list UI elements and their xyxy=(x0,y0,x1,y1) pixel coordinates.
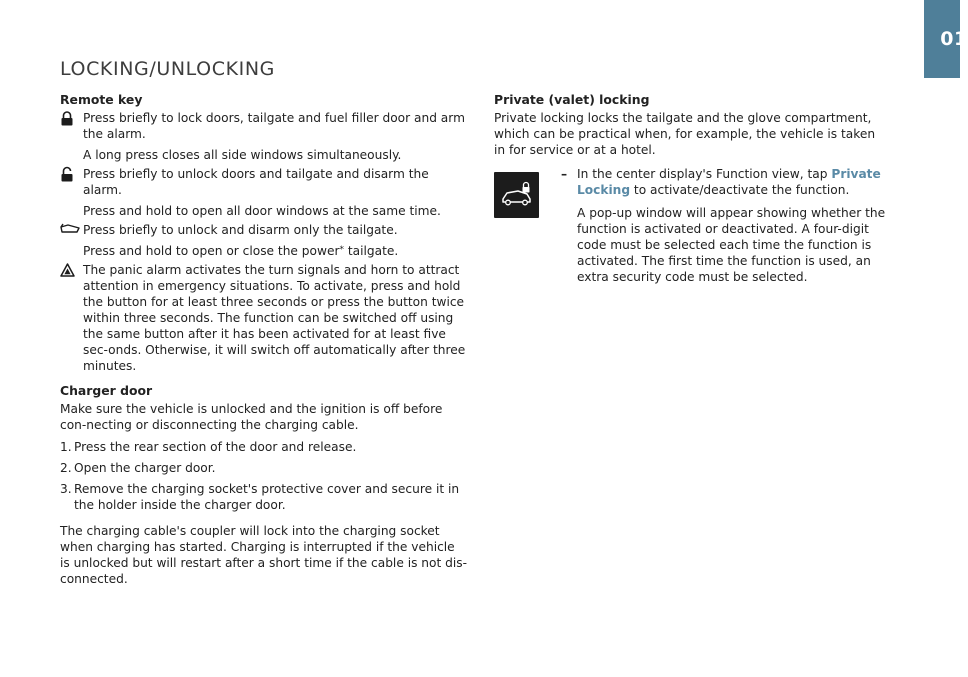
charger-door-steps xyxy=(60,439,468,513)
charger-door-heading: Charger door xyxy=(60,383,153,398)
lock-icon xyxy=(60,111,78,126)
chapter-number: 01 xyxy=(940,28,968,50)
panic-alarm-icon xyxy=(60,263,78,278)
private-locking-link[interactable]: Private Locking xyxy=(577,167,881,197)
charger-door-outro: The charging cable's coupler will lock into the charging socket when charging has started. Charging is interrupted if the vehicle is unlocked but will restart after a short time if the cable is not dis-connected. xyxy=(60,524,468,586)
key-function-lock xyxy=(60,110,468,163)
list-item: 3. Remove the charging socket's protective cover and secure it in the holder inside the charger door. xyxy=(60,482,460,512)
list-item: 2. Open the charger door. xyxy=(60,461,216,475)
panic-text: The panic alarm activates the turn signals and horn to attract attention in emergency situations. To activate, press and hold the button for at least three seconds or press the button twice within three seconds. The function can be switched off using the same button after it has been activated for at least five sec-onds. Otherwise, it will switch off automatically after three minutes. xyxy=(83,263,466,373)
key-function-tailgate xyxy=(60,222,468,259)
remote-key-heading: Remote key xyxy=(60,92,143,107)
unlock-text: Press briefly to unlock doors and tailgate and disarm the alarm. xyxy=(83,167,429,197)
option-marker: * xyxy=(339,245,344,255)
private-locking-note: A pop-up window will appear showing whether the function is activated or deactivated. A four-digit code must be selected each time the function is activated. The first time the function is used, an extra security code must be selected. xyxy=(577,206,886,284)
unlock-icon xyxy=(60,167,78,182)
right-column xyxy=(494,92,884,296)
unlock-subtext: Press and hold to open all door windows at the same time. xyxy=(83,204,441,218)
lock-text: Press briefly to lock doors, tailgate and fuel filler door and arm the alarm. xyxy=(83,111,465,141)
tailgate-text: Press briefly to unlock and disarm only the tailgate. xyxy=(83,223,398,237)
private-locking-heading: Private (valet) locking xyxy=(494,92,650,107)
private-locking-intro: Private locking locks the tailgate and the glove compartment, which can be practical when, for example, the vehicle is taken in for service or at a hotel. xyxy=(494,111,876,157)
charger-door-intro: Make sure the vehicle is unlocked and the ignition is off before con-necting or disconnecting the charging cable. xyxy=(60,402,443,432)
key-function-unlock xyxy=(60,166,468,219)
private-locking-step xyxy=(561,166,887,292)
key-function-panic xyxy=(60,262,468,374)
private-locking-instruction: In the center display's Function view, tap Private Locking to activate/deactivate the function. xyxy=(577,167,881,197)
left-column xyxy=(60,92,468,593)
step-dash: – xyxy=(561,167,568,181)
tailgate-subtext: Press and hold to open or close the power* tailgate. xyxy=(83,244,399,258)
lock-subtext: A long press closes all side windows simultaneously. xyxy=(83,148,402,162)
page-title: LOCKING/UNLOCKING xyxy=(60,58,275,80)
tailgate-icon xyxy=(60,223,78,238)
private-locking-step-block xyxy=(494,166,884,296)
private-locking-icon xyxy=(494,172,539,218)
list-item: 1. Press the rear section of the door and release. xyxy=(60,440,357,454)
chapter-tab xyxy=(924,0,968,78)
